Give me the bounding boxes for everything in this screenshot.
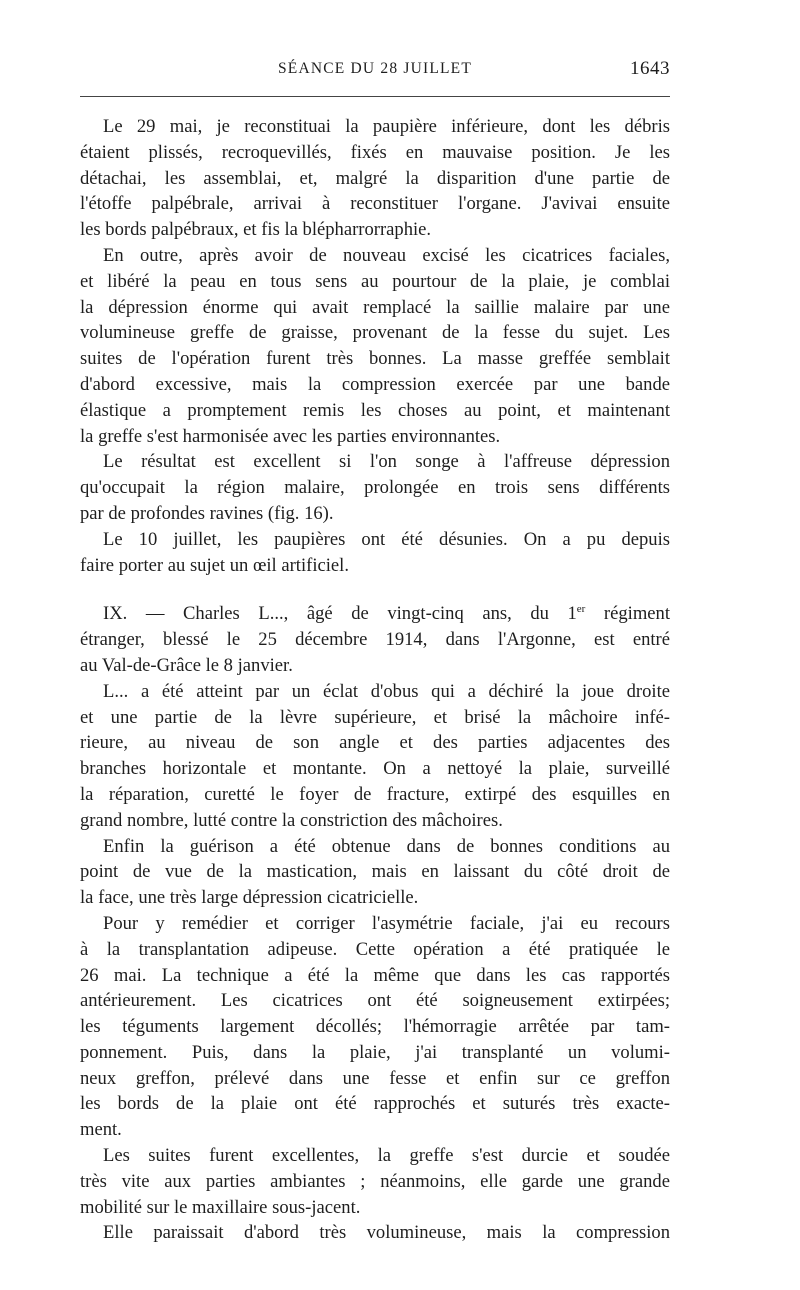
case-heading-text: IX. — Charles L..., âgé de vingt-cinq ans, du 1 — [103, 603, 577, 625]
running-title: SÉANCE DU 28 JUILLET — [277, 60, 473, 77]
paragraph — [80, 1143, 670, 1220]
body-text — [80, 114, 670, 1246]
case-paragraph — [80, 601, 670, 678]
text-line: à la transplantation adipeuse. Cette opération a été pratiquée le — [80, 938, 670, 960]
text-line: les téguments largement décollés; l'hémorragie arrêtée par tam- — [80, 1016, 670, 1038]
text-line: point de vue de la mastication, mais en laissant du côté droit de — [80, 861, 670, 883]
text-line: Les suites furent excellentes, la greffe s'est durcie et soudée — [103, 1145, 670, 1167]
paragraph — [80, 114, 670, 243]
text-line: par de profondes ravines (fig. 16). — [80, 502, 334, 524]
text-line: très vite aux parties ambiantes ; néanmoins, elle garde une grande — [80, 1170, 670, 1192]
text-line: la dépression énorme qui avait remplacé la saillie malaire par une — [80, 296, 670, 318]
text-line: ponnement. Puis, dans la plaie, j'ai transplanté un volumi- — [80, 1041, 670, 1063]
text-line: antérieurement. Les cicatrices ont été soigneusement extirpées; — [80, 990, 670, 1012]
text-line: au Val-de-Grâce le 8 janvier. — [80, 654, 293, 676]
text-line: les bords palpébraux, et fis la blépharrorraphie. — [80, 219, 432, 241]
paragraph — [80, 1220, 670, 1246]
text-line: Le 29 mai, je reconstituai la paupière inférieure, dont les débris — [103, 116, 670, 137]
paragraph — [80, 679, 670, 834]
ordinal-superscript: er — [576, 603, 586, 616]
text-line: la réparation, curetté le foyer de fracture, extirpé des esquilles en — [80, 783, 670, 805]
text-line: et libéré la peau en tous sens au pourtour de la plaie, je comblai — [80, 270, 670, 292]
text-line — [80, 601, 670, 627]
paragraph — [80, 449, 670, 526]
case-heading-text-end: régiment — [585, 603, 670, 625]
text-line: les bords de la plaie ont été rapprochés et suturés très exacte- — [80, 1093, 670, 1115]
text-line: En outre, après avoir de nouveau excisé les cicatrices faciales, — [103, 244, 670, 266]
text-line: qu'occupait la région malaire, prolongée en trois sens différents — [80, 477, 670, 499]
page-number: 1643 — [630, 58, 670, 79]
text-line: grand nombre, lutté contre la constriction des mâchoires. — [80, 809, 503, 831]
text-line: neux greffon, prélevé dans une fesse et enfin sur ce greffon — [80, 1067, 670, 1089]
text-line: L... a été atteint par un éclat d'obus qui a déchiré la joue droite — [103, 680, 670, 702]
text-line: Le 10 juillet, les paupières ont été désunies. On a pu depuis — [103, 528, 670, 550]
text-line: ment. — [80, 1119, 122, 1141]
paragraph — [80, 911, 670, 1143]
text-line: mobilité sur le maxillaire sous-jacent. — [80, 1196, 361, 1218]
header-rule — [80, 96, 670, 97]
text-line: étaient plissés, recroquevillés, fixés en mauvaise position. Je les — [80, 141, 670, 163]
text-line: branches horizontale et montante. On a nettoyé la plaie, surveillé — [80, 758, 670, 780]
text-line: suites de l'opération furent très bonnes. La masse greffée semblait — [80, 348, 670, 370]
text-line: Enfin la guérison a été obtenue dans de bonnes conditions au — [103, 835, 670, 857]
text-line: d'abord excessive, mais la compression exercée par une bande — [80, 373, 670, 395]
text-line: élastique a promptement remis les choses au point, et maintenant — [80, 399, 670, 421]
text-line: Pour y remédier et corriger l'asymétrie faciale, j'ai eu recours — [103, 912, 670, 934]
paragraph — [80, 527, 670, 579]
running-header — [80, 58, 670, 84]
text-line: étranger, blessé le 25 décembre 1914, dans l'Argonne, est entré — [80, 629, 670, 651]
text-line: et une partie de la lèvre supérieure, et brisé la mâchoire infé- — [80, 706, 670, 728]
text-line: Elle paraissait d'abord très volumineuse, mais la compression — [103, 1222, 670, 1244]
text-line: la greffe s'est harmonisée avec les parties environnantes. — [80, 425, 501, 447]
text-line: la face, une très large dépression cicatricielle. — [80, 887, 419, 909]
paragraph — [80, 243, 670, 449]
text-line: détachai, les assemblai, et, malgré la disparition d'une partie de — [80, 167, 670, 189]
text-line: volumineuse greffe de graisse, provenant de la fesse du sujet. Les — [80, 322, 670, 344]
section-spacer — [80, 578, 670, 601]
text-line: 26 mai. La technique a été la même que dans les cas rapportés — [80, 964, 670, 986]
text-line: rieure, au niveau de son angle et des parties adjacentes des — [80, 732, 670, 754]
paragraph — [80, 834, 670, 911]
text-line: l'étoffe palpébrale, arrivai à reconstituer l'organe. J'avivai ensuite — [80, 193, 670, 215]
text-line: Le résultat est excellent si l'on songe à l'affreuse dépression — [103, 451, 670, 473]
text-line: faire porter au sujet un œil artificiel. — [80, 554, 349, 576]
